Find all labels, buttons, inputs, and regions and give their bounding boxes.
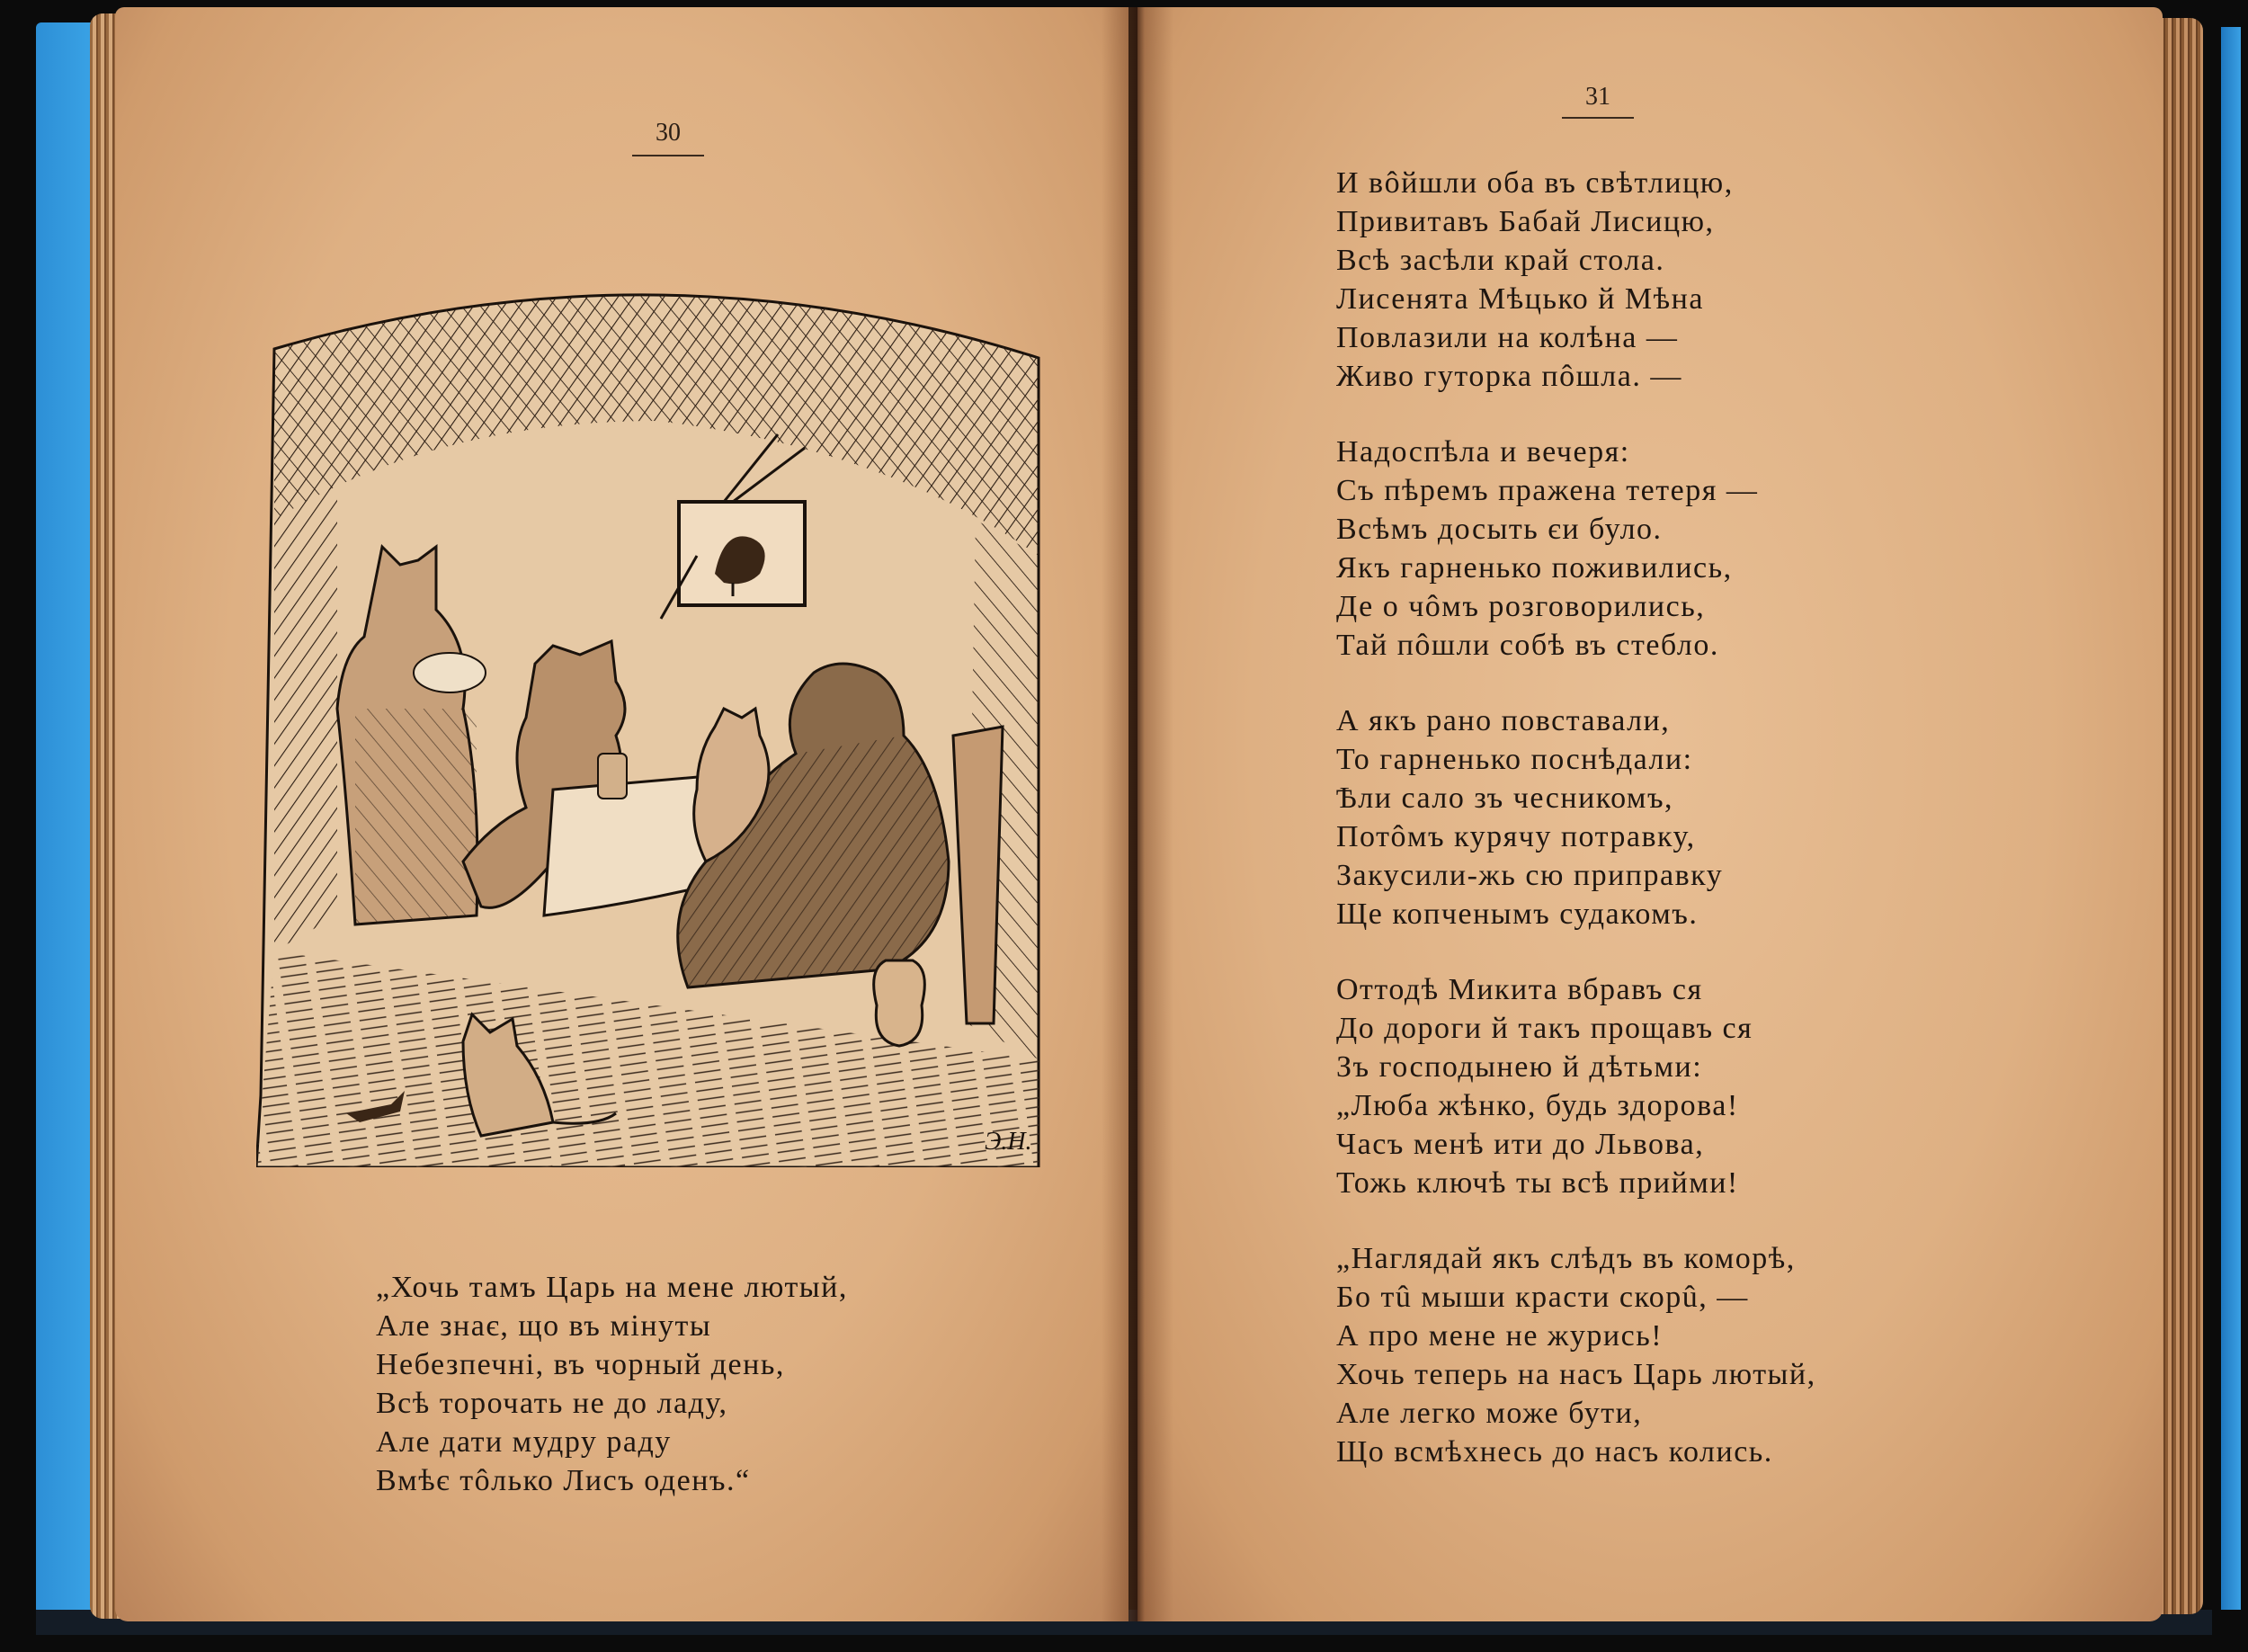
stanza-5 (1336, 1239, 1816, 1471)
verse-line: Всѣмъ досыть єи було. (1336, 513, 1663, 546)
verse-line: Часъ менѣ ити до Львова, (1336, 1128, 1705, 1161)
verse-line: Всѣ торочать не до ладу, (376, 1387, 728, 1420)
stanza-1 (1336, 164, 1816, 396)
verse-line: „Хочь тамъ Царь на мене лютый, (376, 1271, 848, 1304)
verse-line: А якъ рано повставали, (1336, 704, 1671, 737)
verse-line: Надоспѣла и вечеря: (1336, 435, 1630, 469)
verse-line: Але дати мудру раду (376, 1425, 672, 1459)
verse-line: То гарненько поснѣдали: (1336, 743, 1693, 776)
verse-line: „Люба жѣнко, будь здорова! (1336, 1089, 1739, 1122)
verse-line: Бо тû мыши красти скорû, — (1336, 1281, 1749, 1314)
verse-line: Привитавъ Бабай Лисицю, (1336, 205, 1715, 238)
book-gutter (1102, 7, 1173, 1621)
right-page-number: 31 (1585, 83, 1610, 111)
verse-line: Всѣ засѣли край стола. (1336, 244, 1665, 277)
illustration-signature: Э.Н. (985, 1128, 1032, 1156)
verse-line: Лисенята Мѣцько й Мѣна (1336, 282, 1704, 316)
verse-line: До дороги й такъ прощавъ ся (1336, 1012, 1753, 1045)
verse-line: Закусили-жь сю приправку (1336, 859, 1724, 892)
left-page-verse (376, 1268, 848, 1500)
right-page-verse (1336, 164, 1816, 1471)
verse-line: Хочь теперь на насъ Царь лютый, (1336, 1358, 1816, 1391)
right-page-number-rule (1562, 117, 1634, 119)
verse-line: „Наглядай якъ слѣдъ въ коморѣ, (1336, 1242, 1796, 1275)
verse-line: И вôйшли оба въ свѣтлицю, (1336, 166, 1734, 200)
verse-line: Потôмъ курячу потравку, (1336, 820, 1696, 853)
stanza-2 (1336, 433, 1816, 665)
verse-line: Повлазили на колѣна — (1336, 321, 1679, 354)
verse-line: Де о чôмъ розговорились, (1336, 590, 1706, 623)
stanza-gap (1336, 933, 1816, 970)
book-cover-blue-right (2221, 27, 2241, 1610)
verse-line: Ще копченымъ судакомъ. (1336, 897, 1699, 931)
stanza-3 (1336, 701, 1816, 933)
verse-line: Якъ гарненько поживились, (1336, 551, 1733, 585)
left-page-number: 30 (656, 119, 681, 147)
verse-line: Небезпечні, въ чорный день, (376, 1348, 785, 1381)
verse-line: Але знає, що въ мінуты (376, 1309, 712, 1343)
verse-line: Але легко може бути, (1336, 1397, 1643, 1430)
verse-line: Живо гуторка пôшла. — (1336, 360, 1682, 393)
stanza-gap (1336, 665, 1816, 701)
verse-line: Съ пѣремъ пражена тетеря — (1336, 474, 1759, 507)
verse-line: Ѣли сало зъ чесникомъ, (1336, 781, 1674, 815)
verse-line: Тожь ключѣ ты всѣ прийми! (1336, 1166, 1739, 1200)
verse-line: Вмѣє тôлько Лисъ оденъ.“ (376, 1464, 751, 1497)
verse-line: Тай пôшли собѣ въ стебло. (1336, 629, 1719, 662)
verse-line: А про мене не журись! (1336, 1319, 1664, 1353)
illustration-fox-family-engraving (256, 286, 1057, 1167)
left-page-number-rule (632, 155, 704, 156)
verse-line: Оттодѣ Микита вбравъ ся (1336, 973, 1703, 1006)
stanza-gap (1336, 1202, 1816, 1239)
stanza-4 (1336, 970, 1816, 1202)
stanza-gap (1336, 396, 1816, 433)
verse-line: Що всмѣхнесь до насъ колись. (1336, 1435, 1773, 1469)
verse-line: Зъ господынею й дѣтьми: (1336, 1050, 1703, 1084)
